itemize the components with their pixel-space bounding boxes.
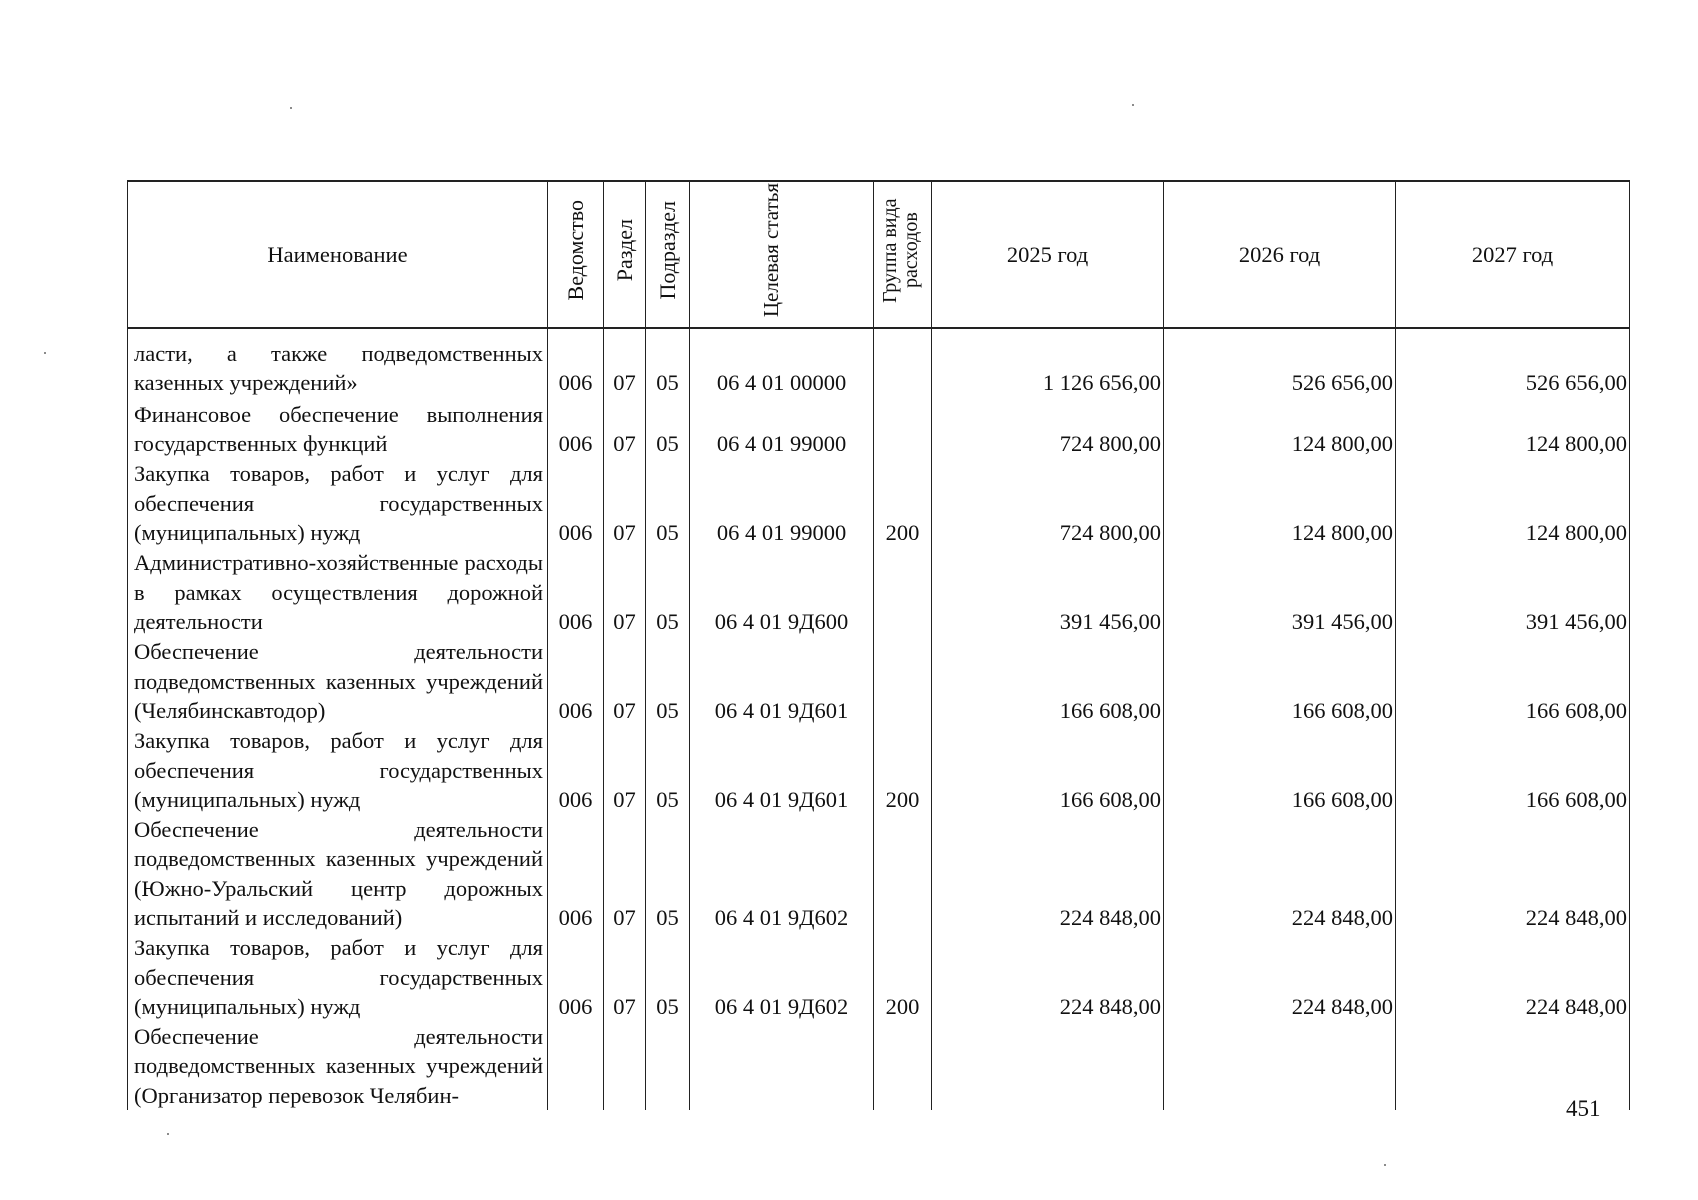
row-celevaya: 06 4 01 9Д602 <box>690 815 874 933</box>
row-gruppa: 200 <box>874 459 932 548</box>
header-gruppa: Группа вида расходов <box>874 181 932 328</box>
row-vedomstvo <box>548 1022 604 1111</box>
header-2027: 2027 год <box>1396 181 1630 328</box>
row-podrazdel: 05 <box>646 637 690 726</box>
row-podrazdel: 05 <box>646 933 690 1022</box>
row-2027: 224 848,00 <box>1396 933 1630 1022</box>
table-row <box>128 459 1630 548</box>
row-vedomstvo: 006 <box>548 548 604 637</box>
row-podrazdel: 05 <box>646 548 690 637</box>
scan-speck <box>290 107 292 109</box>
row-razdel: 07 <box>604 459 646 548</box>
row-2027: 166 608,00 <box>1396 637 1630 726</box>
row-razdel: 07 <box>604 398 646 459</box>
table-row <box>128 398 1630 459</box>
page-number: 451 <box>1566 1096 1601 1121</box>
row-vedomstvo: 006 <box>548 933 604 1022</box>
table-row <box>128 815 1630 933</box>
row-2026: 224 848,00 <box>1164 933 1396 1022</box>
row-podrazdel: 05 <box>646 815 690 933</box>
table-row <box>128 933 1630 1022</box>
row-2025 <box>932 1022 1164 1111</box>
row-podrazdel: 05 <box>646 726 690 815</box>
row-2027: 391 456,00 <box>1396 548 1630 637</box>
row-2027: 526 656,00 <box>1396 328 1630 398</box>
row-celevaya: 06 4 01 9Д601 <box>690 637 874 726</box>
row-celevaya: 06 4 01 9Д601 <box>690 726 874 815</box>
row-2027: 166 608,00 <box>1396 726 1630 815</box>
table-row <box>128 1022 1630 1111</box>
row-name: Закупка товаров, работ и услуг для обеспечения государственных (муниципальных) нужд <box>128 726 548 815</box>
table-body <box>128 328 1630 1111</box>
row-razdel <box>604 1022 646 1111</box>
row-2026: 166 608,00 <box>1164 637 1396 726</box>
row-name: Закупка товаров, работ и услуг для обеспечения государственных (муниципальных) нужд <box>128 933 548 1022</box>
scan-speck <box>44 352 46 354</box>
row-2025: 724 800,00 <box>932 398 1164 459</box>
row-name: Административно-хозяйственные расходы в рамках осуществления дорожной деятельности <box>128 548 548 637</box>
row-razdel: 07 <box>604 726 646 815</box>
header-podrazdel: Подраздел <box>646 181 690 328</box>
scan-speck <box>1384 1164 1386 1166</box>
row-razdel: 07 <box>604 328 646 398</box>
row-2026: 166 608,00 <box>1164 726 1396 815</box>
row-gruppa <box>874 548 932 637</box>
row-razdel: 07 <box>604 815 646 933</box>
row-razdel: 07 <box>604 933 646 1022</box>
row-2025: 1 126 656,00 <box>932 328 1164 398</box>
header-celevaya: Целевая статья <box>690 181 874 328</box>
scan-speck <box>167 1133 169 1135</box>
row-name: Обеспечение деятельности подведомственных казенных учреждений (Организатор перевозок Челябин- <box>128 1022 548 1111</box>
budget-table <box>127 180 1630 1110</box>
row-2026: 224 848,00 <box>1164 815 1396 933</box>
row-podrazdel: 05 <box>646 398 690 459</box>
row-2026: 391 456,00 <box>1164 548 1396 637</box>
row-2027: 124 800,00 <box>1396 459 1630 548</box>
row-2027: 224 848,00 <box>1396 815 1630 933</box>
header-vedomstvo: Ведомство <box>548 181 604 328</box>
row-2025: 224 848,00 <box>932 933 1164 1022</box>
row-name: Обеспечение деятельности подведомственных казенных учреждений (Челябинскавтодор) <box>128 637 548 726</box>
row-gruppa <box>874 398 932 459</box>
row-2025: 166 608,00 <box>932 637 1164 726</box>
row-gruppa <box>874 815 932 933</box>
row-vedomstvo: 006 <box>548 726 604 815</box>
row-podrazdel <box>646 1022 690 1111</box>
scan-speck <box>1132 104 1134 106</box>
table-row <box>128 726 1630 815</box>
row-celevaya: 06 4 01 00000 <box>690 328 874 398</box>
row-gruppa <box>874 328 932 398</box>
row-2026 <box>1164 1022 1396 1111</box>
row-2027: 124 800,00 <box>1396 398 1630 459</box>
row-razdel: 07 <box>604 637 646 726</box>
table-row <box>128 548 1630 637</box>
table-header-row <box>128 181 1630 328</box>
row-2025: 166 608,00 <box>932 726 1164 815</box>
table-row <box>128 637 1630 726</box>
row-celevaya: 06 4 01 9Д602 <box>690 933 874 1022</box>
row-name: Обеспечение деятельности подведомственных казенных учреждений (Южно-Уральский центр дорожных испытаний и исследований) <box>128 815 548 933</box>
row-2025: 224 848,00 <box>932 815 1164 933</box>
row-2025: 724 800,00 <box>932 459 1164 548</box>
row-celevaya: 06 4 01 9Д600 <box>690 548 874 637</box>
header-2025: 2025 год <box>932 181 1164 328</box>
row-2026: 124 800,00 <box>1164 459 1396 548</box>
row-celevaya: 06 4 01 99000 <box>690 398 874 459</box>
row-gruppa: 200 <box>874 933 932 1022</box>
row-gruppa <box>874 1022 932 1111</box>
row-celevaya <box>690 1022 874 1111</box>
row-razdel: 07 <box>604 548 646 637</box>
row-2025: 391 456,00 <box>932 548 1164 637</box>
header-razdel: Раздел <box>604 181 646 328</box>
row-name: ласти, а также подведомственных казенных учреждений» <box>128 328 548 398</box>
row-vedomstvo: 006 <box>548 815 604 933</box>
row-vedomstvo: 006 <box>548 637 604 726</box>
row-vedomstvo: 006 <box>548 459 604 548</box>
row-celevaya: 06 4 01 99000 <box>690 459 874 548</box>
table-row <box>128 328 1630 398</box>
row-2026: 526 656,00 <box>1164 328 1396 398</box>
row-gruppa <box>874 637 932 726</box>
header-2026: 2026 год <box>1164 181 1396 328</box>
row-vedomstvo: 006 <box>548 328 604 398</box>
row-gruppa: 200 <box>874 726 932 815</box>
header-name: Наименование <box>128 181 548 328</box>
row-2026: 124 800,00 <box>1164 398 1396 459</box>
row-name: Финансовое обеспечение выполнения государственных функций <box>128 398 548 459</box>
row-name: Закупка товаров, работ и услуг для обеспечения государственных (муниципальных) нужд <box>128 459 548 548</box>
row-podrazdel: 05 <box>646 459 690 548</box>
row-podrazdel: 05 <box>646 328 690 398</box>
row-vedomstvo: 006 <box>548 398 604 459</box>
